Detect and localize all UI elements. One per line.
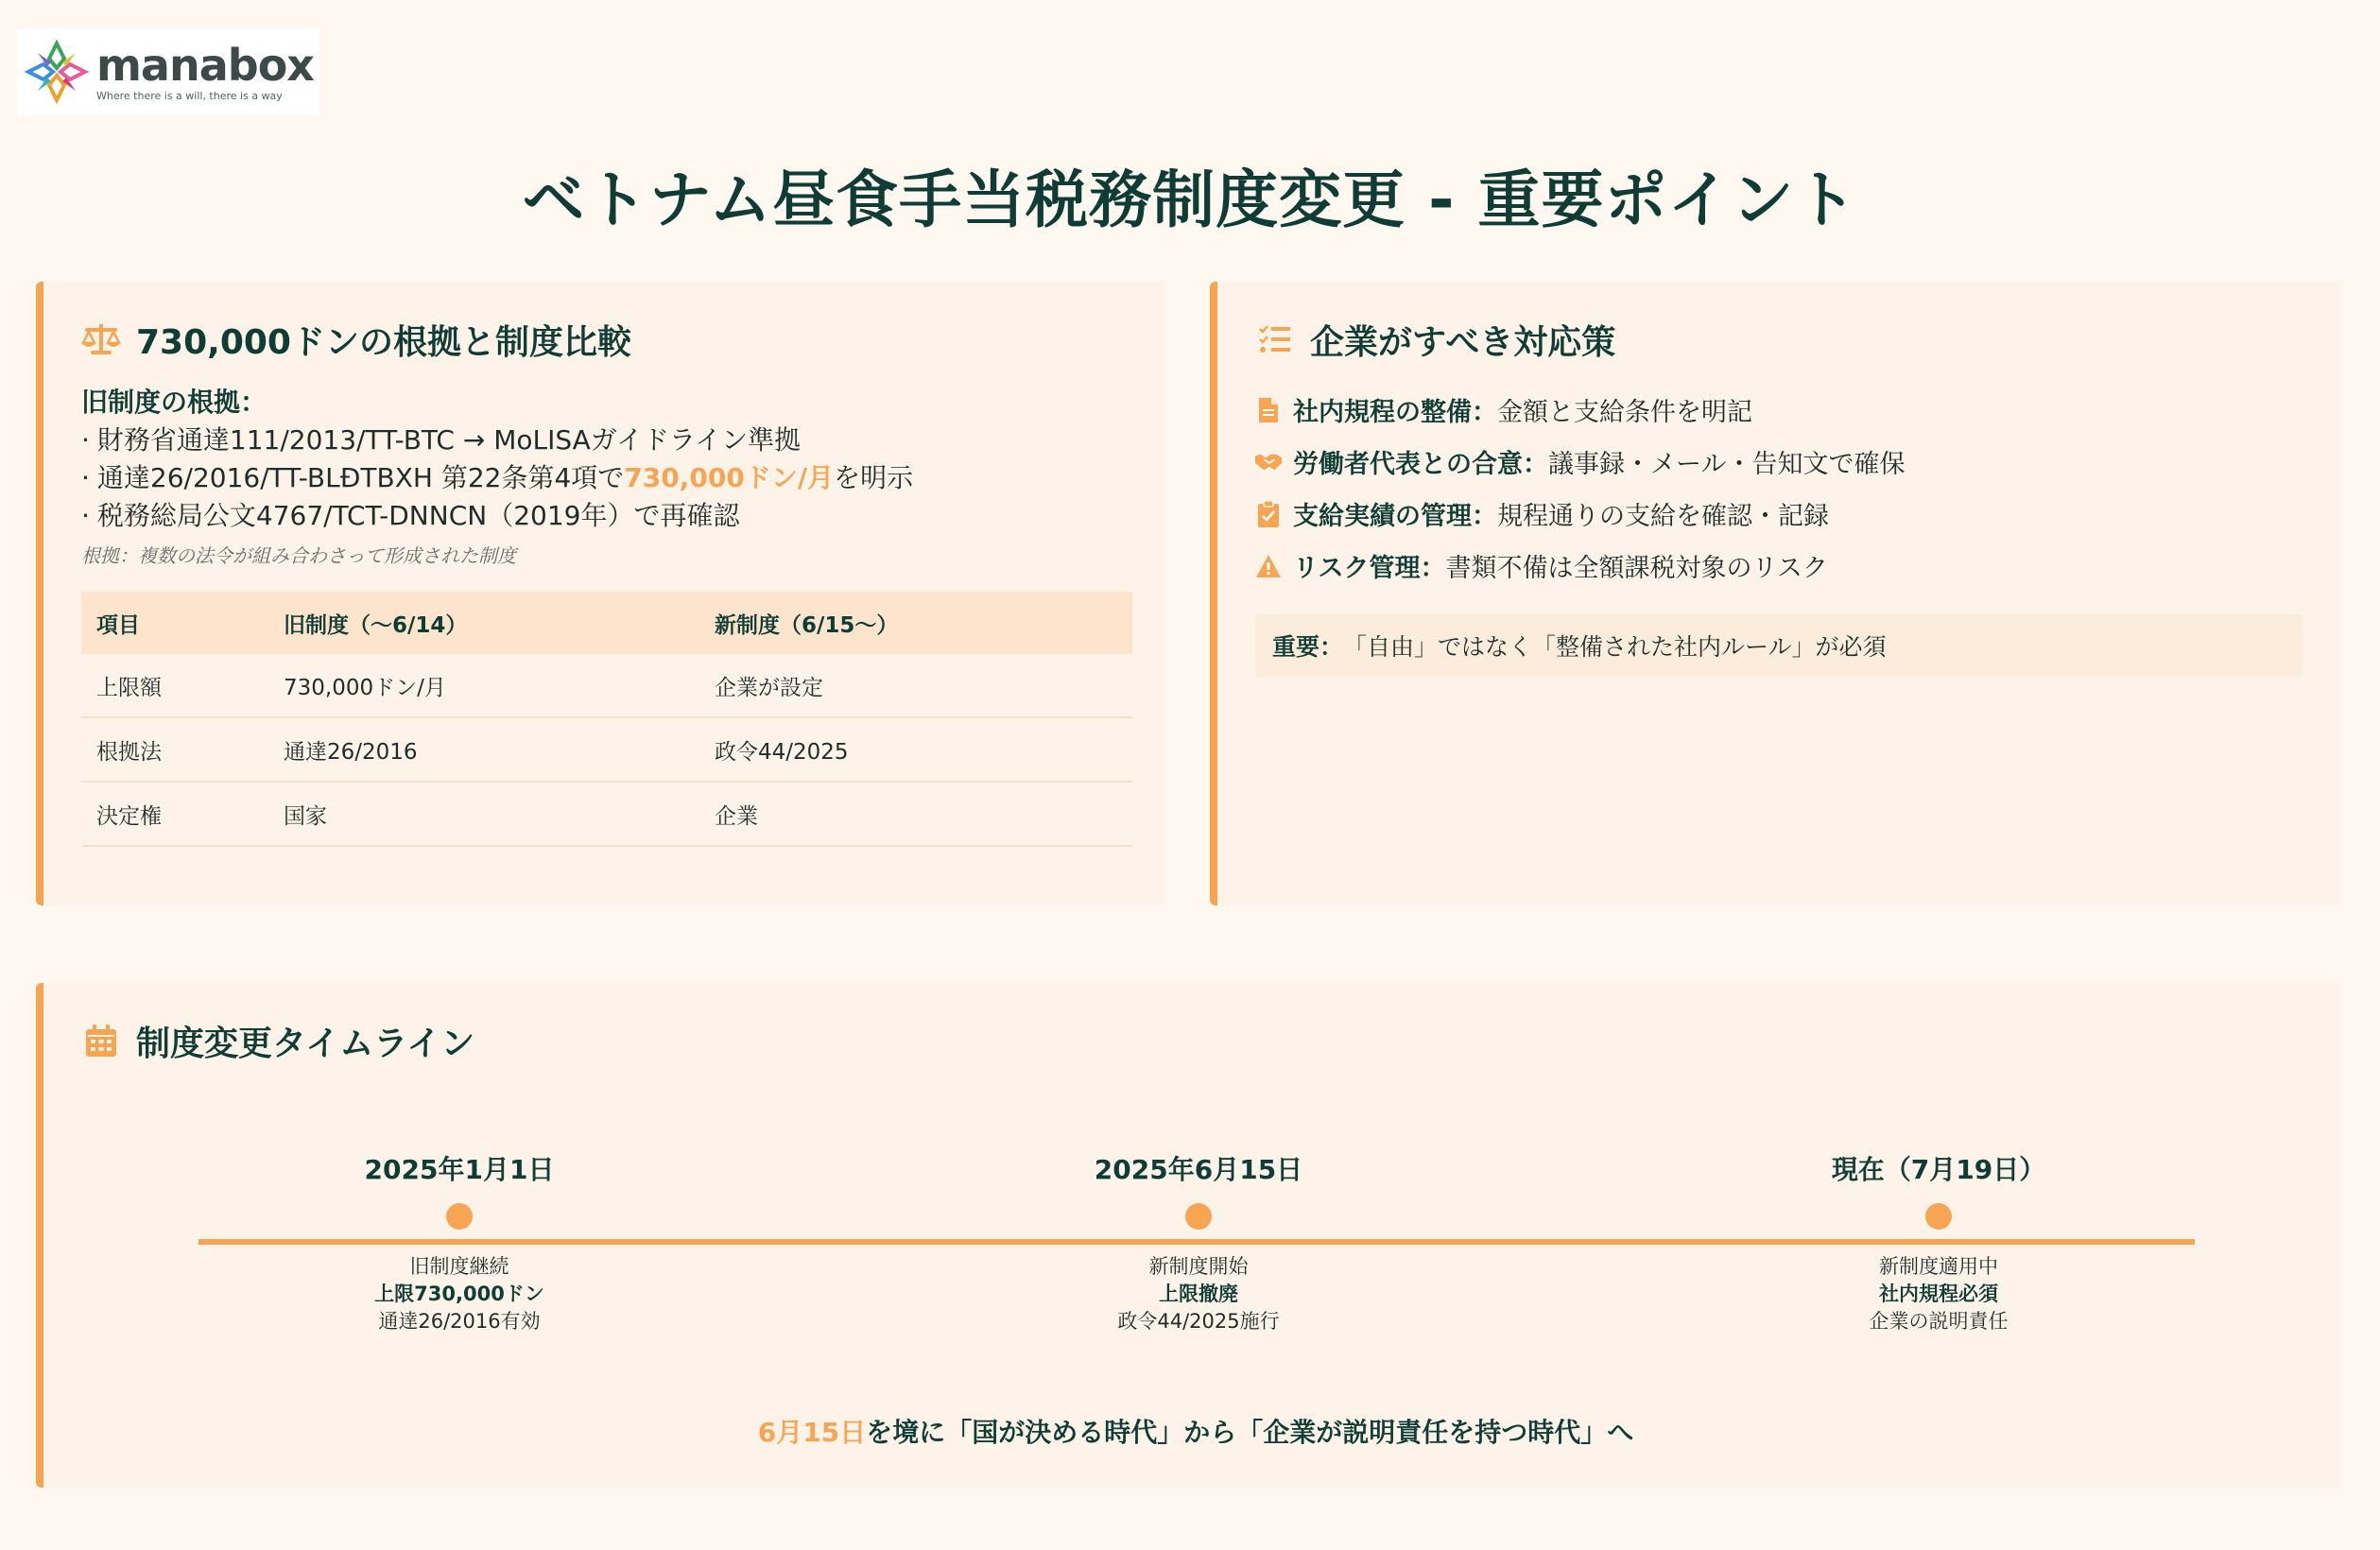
table-cell: 上限額 [81, 654, 268, 717]
timeline-desc: 新制度適用中 社内規程必須 企業の説明責任 [1869, 1255, 2009, 1333]
manabox-logo-icon [23, 38, 91, 106]
table-cell: 国家 [268, 782, 699, 846]
action-text: 金額と支給条件を明記 [1497, 398, 1752, 427]
action-label: 支給実績の管理： [1293, 502, 1497, 531]
basis-item: · 税務総局公文4767/TCT-DNNCN（2019年）で再確認 [81, 500, 740, 531]
actions-card [1210, 282, 2340, 905]
basis-item: · 通達26/2016/TT-BLĐTBXH 第22条第4項で730,000ドン/月を明示 [81, 462, 914, 493]
table-cell: 決定権 [81, 782, 268, 846]
table-cell: 根拠法 [81, 717, 268, 782]
timeline-date: 現在（7月19日） [1831, 1154, 2046, 1185]
action-text: 書類不備は全額課税対象のリスク [1445, 554, 1828, 583]
comparison-heading [81, 318, 1130, 361]
comparison-card [36, 282, 1164, 905]
table-header: 旧制度（〜6/14） [268, 592, 699, 654]
timeline-dot [446, 1203, 473, 1230]
timeline-summary [43, 1412, 2348, 1450]
logo-name: manabox [96, 39, 314, 91]
table-cell: 企業が設定 [699, 654, 1132, 717]
basis-item: · 財務省通達111/2013/TT-BTC → MoLISAガイドライン準拠 [81, 424, 802, 456]
timeline-card [36, 983, 2340, 1488]
timeline-line [198, 1239, 2195, 1245]
action-label: 労働者代表との合意： [1293, 450, 1548, 479]
timeline-heading-text: 制度変更タイムライン [136, 1024, 475, 1063]
timeline-area [43, 983, 2348, 1488]
table-header-row [81, 592, 1132, 654]
table-row [81, 654, 1132, 717]
table-header: 項目 [81, 592, 268, 654]
checklist-icon [1255, 319, 1295, 359]
table-header: 新制度（6/15〜） [699, 592, 1132, 654]
action-item [1255, 540, 2306, 592]
timeline-desc: 旧制度継続 上限730,000ドン 通達26/2016有効 [374, 1255, 544, 1333]
action-item [1255, 488, 2306, 540]
action-list [1255, 384, 2306, 592]
table-row [81, 782, 1132, 846]
action-item [1255, 384, 2306, 436]
basis-list [81, 422, 1130, 535]
timeline-dot [1925, 1203, 1952, 1230]
summary-text: を境に「国が決める時代」から「企業が説明責任を持つ時代」へ [866, 1417, 1634, 1448]
timeline-dot [1185, 1203, 1212, 1230]
document-icon [1255, 397, 1282, 423]
summary-highlight: 6月15日 [757, 1417, 867, 1448]
comparison-heading-text: 730,000ドンの根拠と制度比較 [136, 322, 631, 362]
basis-title: 旧制度の根拠： [81, 387, 267, 418]
table-cell: 通達26/2016 [268, 717, 699, 782]
table-cell: 730,000ドン/月 [268, 654, 699, 717]
timeline-date: 2025年1月1日 [364, 1154, 555, 1185]
important-text: 「自由」ではなく「整備された社内ルール」が必須 [1343, 633, 1887, 661]
warning-icon [1255, 553, 1282, 579]
action-text: 規程通りの支給を確認・記録 [1497, 502, 1829, 531]
timeline-date: 2025年6月15日 [1094, 1154, 1303, 1185]
table-cell: 企業 [699, 782, 1132, 846]
action-label: 社内規程の整備： [1293, 398, 1497, 427]
scale-icon [81, 319, 121, 359]
comparison-table [81, 592, 1132, 847]
amount-highlight: 730,000ドン/月 [624, 462, 835, 493]
important-box [1255, 614, 2302, 677]
logo [17, 28, 319, 115]
actions-heading-text: 企業がすべき対応策 [1310, 322, 1616, 362]
handshake-icon [1255, 449, 1282, 475]
table-row [81, 717, 1132, 782]
action-item [1255, 436, 2306, 488]
timeline-desc: 新制度開始 上限撤廃 政令44/2025施行 [1117, 1255, 1280, 1333]
action-text: 議事録・メール・告知文で確保 [1548, 450, 1906, 479]
table-cell: 政令44/2025 [699, 717, 1132, 782]
page-title: ベトナム昼食手当税務制度変更 - 重要ポイント [522, 164, 1858, 236]
clipboard-check-icon [1255, 501, 1282, 527]
basis-note: 根拠：複数の法令が組み合わさって形成された制度 [81, 544, 516, 567]
important-label: 重要： [1272, 633, 1344, 661]
action-label: リスク管理： [1293, 554, 1446, 583]
logo-tagline: Where there is a will, there is a way [96, 89, 283, 102]
actions-heading [1255, 318, 2306, 361]
